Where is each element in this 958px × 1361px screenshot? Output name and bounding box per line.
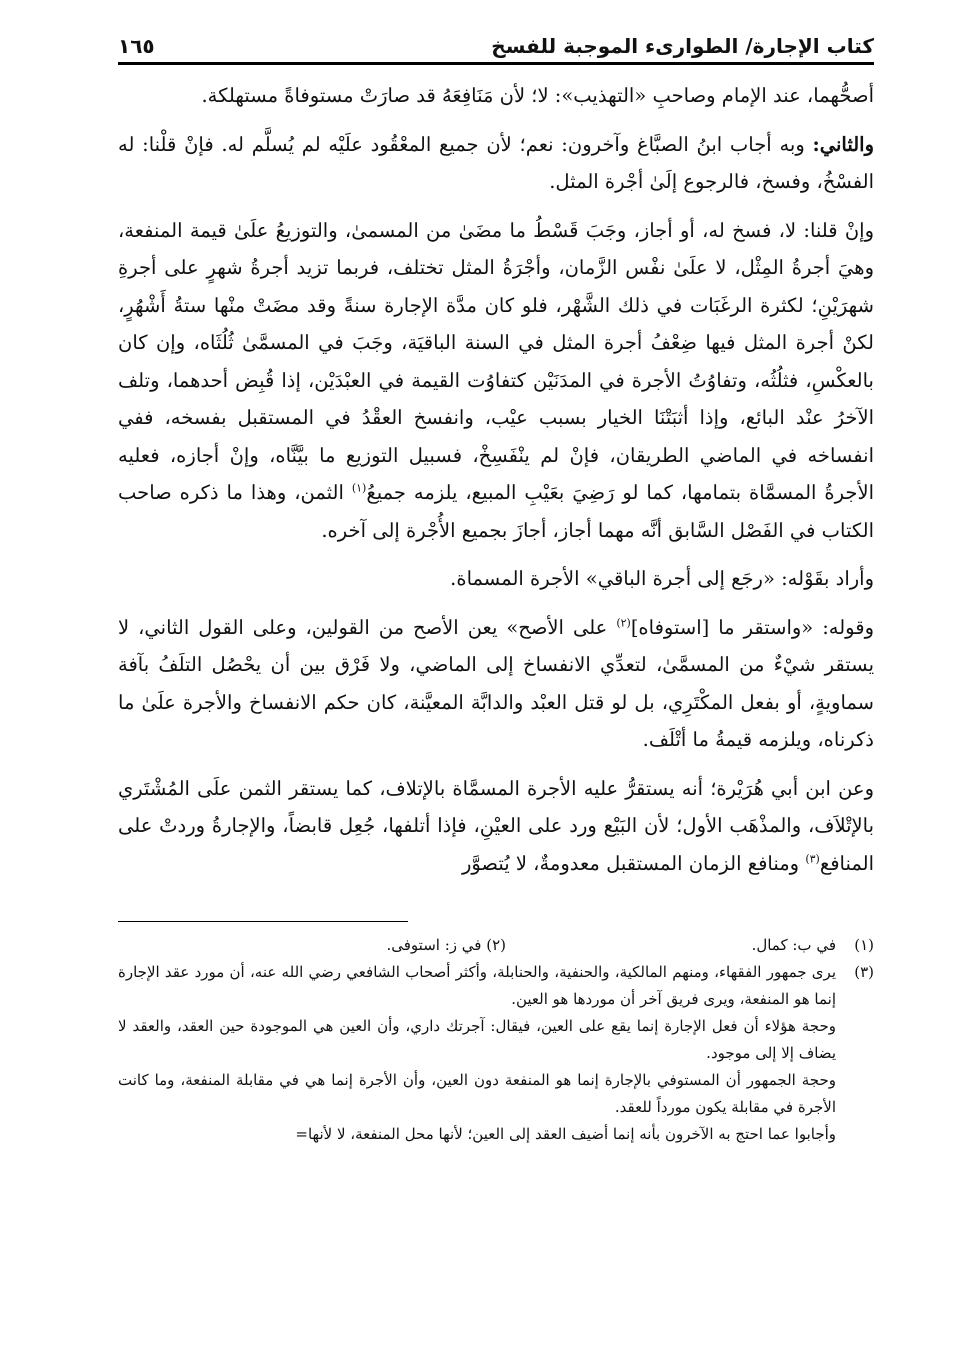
- footnote-3-para-3: وحجة الجمهور أن المستوفي بالإجارة إنما هو المنفعة دون العين، وأن الأجرة إنما هي في مقابلة المنفعة، وما كانت الأجرة في مقابلة يكون مورداً للعقد.: [118, 1071, 836, 1116]
- footnotes: [118, 932, 874, 1148]
- paragraph-5: وقوله: «واستقر ما [استوفاه]$^{(٢)}$ على الأصح» يعن الأصح من القولين، وعلى القول الثاني، لا يستقر شيْءٌ من المسمَّىٰ، لتعدِّي الانفساخ إلى الماضي، ولا فَرْق بين أن يحْصُل التلَفُ بآفة سماويةٍ، أو بفعل المكْتَرِي، بل لو قتل العبْد والدابَّة المعيَّنة، كان حكم الانفساخ والأجرة علَىٰ ما ذكرناه، ويلزمه قيمةُ ما أتْلَف.: [118, 615, 874, 751]
- paragraph-2: والثاني: وبه أجاب ابنُ الصبَّاغ وآخرون: نعم؛ لأن جميع المعْقُود علَيْه لم يُسلَّم له. فإنْ قلْنا: له الفسْخُ، وفسخ، فالرجوع إلَىٰ أجْرة المثل.: [118, 132, 874, 193]
- paragraph-lead: والثاني:: [812, 132, 874, 156]
- footnote-ref-3[interactable]: (٣): [805, 852, 820, 865]
- footnote-1-2: [118, 932, 874, 959]
- paragraph-6: وعن ابن أبي هُرَيْرة؛ أنه يستقرُّ عليه الأجرة المسمَّاة بالإتلاف، كما يستقر الثمن علَى المُشْتَري بالإتْلاَف، والمذْهَب الأول؛ لأن البَيْع ورد على العيْنِ، فإذا أتلفها، جُعِل قابضاً، والإجارةُ وردتْ على المنافع$^{(٣)}$ ومنافع الزمان المستقبل معدومةٌ، لا يُتصوَّر: [118, 776, 875, 875]
- footnote-separator-wrap: [118, 893, 874, 932]
- paragraph-3: وإنْ قلنا: لا، فسخ له، أو أجاز، وجَبَ قَسْطُ ما مضَىٰ من المسمىٰ، والتوزيعُ علَىٰ قيمة المنفعة، وهيَ أجرةُ المِثْل، لا علَىٰ نفْس الزَّمان، وأجْرَةُ المثل تختلف، فربما تزيد أجرةُ شهرٍ على أجرةِ شهرَيْنِ؛ لكثرة الرغَبَات في ذلك الشَّهْر، فلو كان مدَّة الإجارة سنةً وقد مضَتْ منْها ستةُ أَشْهُرٍ، لكنْ أجرة المثل فيها ضِعْفُ أجرة المثل في السنة الباقيَة، وجَبَ في المسمَّىٰ ثُلُثَاه، وإن كان بالعكْسِ، فثلُثُه، وتفاوُتُ الأجرة في المدَنَيْن كتفاوُت القيمة في العبْدَيْن، إذا قُبِض أحدهما، وتلف الآخرُ عنْد البائع، وإذا أثبَتْنَا الخيار بسبب عيْب، وانفسخ العقْدُ في المستقبل بفسخه، ففي انفساخه في الماضي الطريقان، فإنْ لم ينْفَسِخْ، فسبيل التوزيع ما بيَّنَّاه، وإنْ أجازه، فعليه الأجرةُ المسمَّاة بتمامها، كما لو رَضِيَ بعَيْبِ المبيع، يلزمه جميعُ$^{(١)}$ الثمن، وهذا ما ذكره صاحب الكتاب في الفَصْل السَّابق أنَّه مهما أجاز، أجازَ بجميع الأُجْرة إلى آخره.: [118, 218, 874, 542]
- footnote-2-text: (٢) في ز: استوفى.: [386, 936, 506, 954]
- footnote-3-text: يرى جمهور الفقهاء، ومنهم المالكية، والحنفية، والحنابلة، وأكثر أصحاب الشافعي رضي الله عنه، أن مورد عقد الإجارة إنما هو المنفعة، ويرى فريق آخر أن موردها هو العين.: [118, 963, 836, 1008]
- footnote-1-text: في ب: كمال.: [751, 936, 836, 954]
- footnote-3-para-4: وأجابوا عما احتج به الآخرون بأنه إنما أضيف العقد إلى العين؛ لأنها محل المنفعة، لا لأنها=: [295, 1125, 836, 1143]
- footnote-3-number: (٣): [854, 963, 874, 981]
- running-title: كتاب الإجارة/ الطوارىء الموجبة للفسخ: [491, 34, 874, 58]
- main-text: [118, 77, 874, 882]
- paragraph-1: أصحُّهما، عند الإمام وصاحبِ «التهذيب»: لا؛ لأن مَنَافِعَهُ قد صارَتْ مستوفاةً مستهلكة.: [201, 84, 874, 107]
- footnote-separator: [118, 921, 408, 922]
- running-header: [118, 24, 874, 58]
- page-number: ١٦٥: [118, 34, 155, 58]
- footnote-ref-2[interactable]: (٢): [616, 616, 631, 629]
- header-rule: [118, 62, 874, 65]
- footnote-ref-1[interactable]: (١): [351, 481, 367, 495]
- paragraph-4: وأراد بقَوْله: «رجَع إلى أجرة الباقي» الأجرة المسماة.: [450, 567, 874, 590]
- footnote-3-para-2: وحجة هؤلاء أن فعل الإجارة إنما يقع على العين، فيقال: آجرتك داري، وأن العين هي الموجودة حين العقد، والعقد لا يضاف إلا إلى موجود.: [118, 1017, 836, 1062]
- footnote-1-number: (١): [854, 936, 874, 954]
- footnote-3: [118, 959, 874, 1013]
- book-page: [118, 24, 874, 1148]
